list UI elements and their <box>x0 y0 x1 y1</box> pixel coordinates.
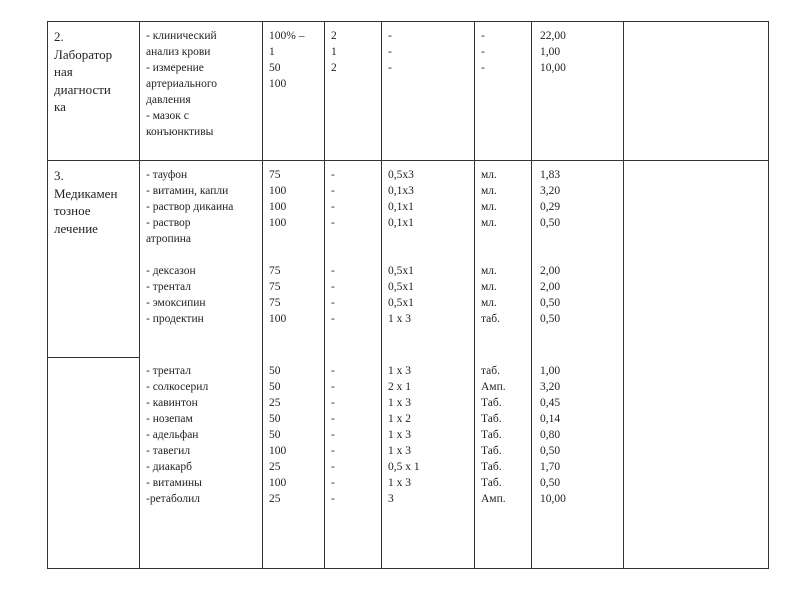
price-cell: 1,83 3,20 0,29 0,50 2,00 2,00 0,50 0,50 1,00 3,20 0,45 0,14 0,80 0,50 1,70 0,50 10,00 <box>532 161 624 569</box>
percent-cell: 100% – 1 50 100 <box>263 22 325 161</box>
dose-cell: 0,5х3 0,1х3 0,1х1 0,1х1 0,5х1 0,5х1 0,5х1 1 х 3 1 х 3 2 х 1 1 х 3 1 х 2 1 х 3 1 х 3 0,5 х 1 1 х 3 3 <box>382 161 475 569</box>
table-row <box>48 161 769 358</box>
table-row <box>48 22 769 161</box>
items-cell: - тауфон - витамин, капли - раствор дикаина - раствор атропина - дексазон - трентал - эмоксипин - продектин - трентал - солкосерил - кавинтон - нозепам - адельфан - тавегил - диакарб - витамины -ретаболил <box>140 161 263 569</box>
items-cell: - клинический анализ крови - измерение артериального давления - мазок с конъюнктивы <box>140 22 263 161</box>
empty-cell <box>624 161 769 569</box>
section-label: 2. Лаборатор ная диагности ка <box>48 22 140 161</box>
empty-section-cell <box>48 358 140 569</box>
count-cell: - - - - - - - - - - - - - - - - - <box>325 161 382 569</box>
treatment-cost-table <box>47 21 769 569</box>
percent-cell: 75 100 100 100 75 75 75 100 50 50 25 50 50 100 25 100 25 <box>263 161 325 569</box>
section-label: 3. Медикамен тозное лечение <box>48 161 140 358</box>
empty-cell <box>624 22 769 161</box>
unit-cell: мл. мл. мл. мл. мл. мл. мл. таб. таб. Амп. Таб. Таб. Таб. Таб. Таб. Таб. Амп. <box>475 161 532 569</box>
count-cell: 2 1 2 <box>325 22 382 161</box>
price-cell: 22,00 1,00 10,00 <box>532 22 624 161</box>
unit-cell: - - - <box>475 22 532 161</box>
dose-cell: - - - <box>382 22 475 161</box>
